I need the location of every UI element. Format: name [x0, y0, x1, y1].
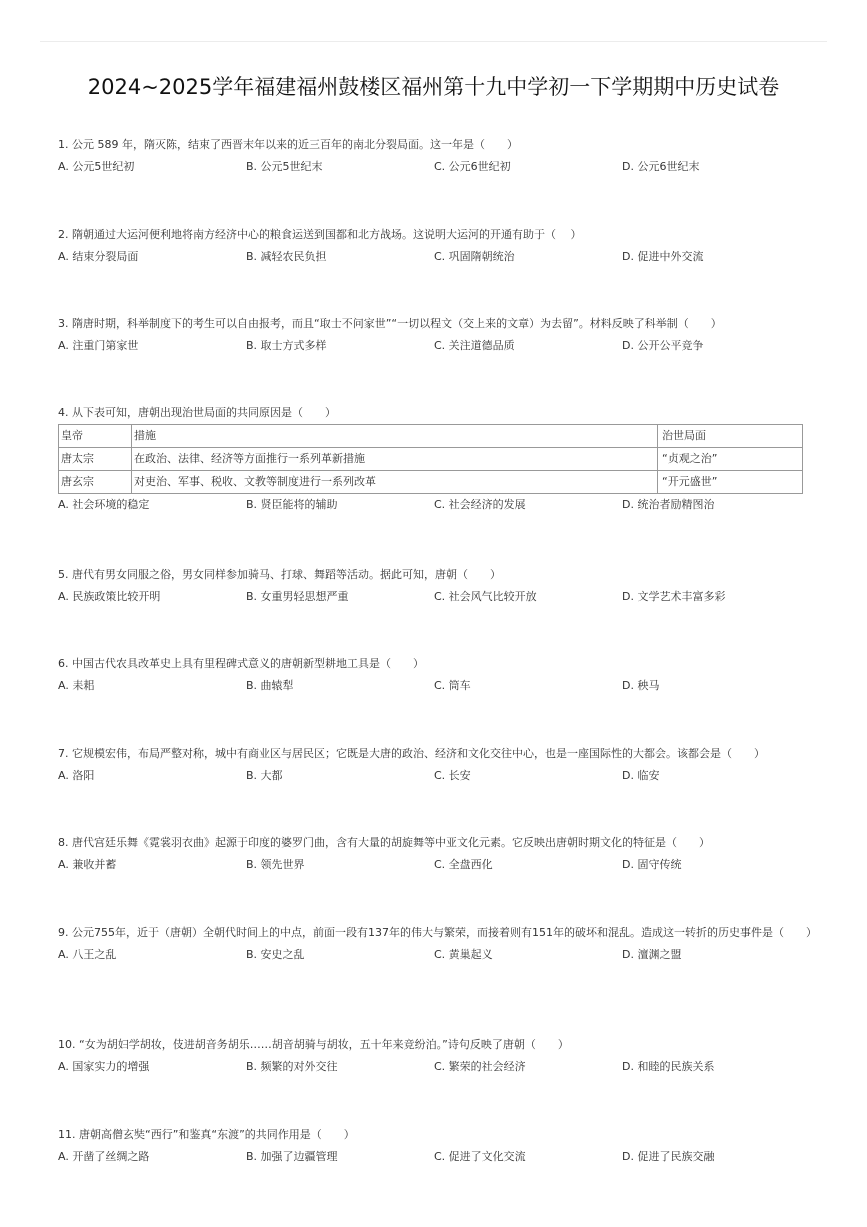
- option-d: D. 临安: [622, 769, 660, 782]
- table-cell: 唐玄宗: [59, 471, 132, 494]
- question-3: [58, 313, 818, 357]
- option-b: B. 减轻农民负担: [246, 250, 327, 263]
- option-a: A. 兼收并蓄: [58, 858, 117, 871]
- table-cell: “贞观之治”: [658, 448, 803, 471]
- question-1: [58, 134, 818, 178]
- option-a: A. 结束分裂局面: [58, 250, 139, 263]
- table-cell: “开元盛世”: [658, 471, 803, 494]
- option-c: C. 全盘西化: [434, 858, 493, 871]
- option-d: D. 促进了民族交融: [622, 1150, 715, 1163]
- option-d: D. 秧马: [622, 679, 660, 692]
- question-11: [58, 1124, 818, 1168]
- option-a: A. 国家实力的增强: [58, 1060, 150, 1073]
- option-b: B. 曲辕犁: [246, 679, 294, 692]
- table-cell: 在政治、法律、经济等方面推行一系列革新措施: [132, 448, 658, 471]
- option-d: D. 文学艺术丰富多彩: [622, 590, 726, 603]
- question-stem: 4. 从下表可知，唐朝出现治世局面的共同原因是（ ）: [58, 406, 336, 419]
- question-9: [58, 922, 818, 966]
- option-d: D. 澶渊之盟: [622, 948, 682, 961]
- question-8: [58, 832, 818, 876]
- exam-title: 2024~2025学年福建福州鼓楼区福州第十九中学初一下学期期中历史试卷: [87, 75, 780, 99]
- table-header-row: [59, 425, 803, 448]
- question-2: [58, 224, 818, 268]
- options-row: [58, 944, 818, 966]
- option-b: B. 频繁的对外交往: [246, 1060, 338, 1073]
- question-7: [58, 743, 818, 787]
- table-row: [59, 471, 803, 494]
- option-c: C. 黄巢起义: [434, 948, 493, 961]
- options-row: [58, 765, 818, 787]
- option-b: B. 加强了边疆管理: [246, 1150, 338, 1163]
- measures-table: [58, 424, 803, 494]
- option-a: A. 耒耜: [58, 679, 95, 692]
- question-stem: 6. 中国古代农具改革史上具有里程碑式意义的唐朝新型耕地工具是（ ）: [58, 657, 424, 670]
- table-row: [59, 448, 803, 471]
- option-c: C. 促进了文化交流: [434, 1150, 526, 1163]
- question-stem: 7. 它规模宏伟，布局严整对称，城中有商业区与居民区；它既是大唐的政治、经济和文化交往中心，也是一座国际性的大都会。该都会是（ ）: [58, 747, 765, 760]
- question-5: [58, 564, 818, 608]
- option-d: D. 促进中外交流: [622, 250, 704, 263]
- table-header-cell: 措施: [132, 425, 658, 448]
- option-b: B. 大都: [246, 769, 283, 782]
- option-c: C. 社会经济的发展: [434, 498, 526, 511]
- options-row: [58, 494, 818, 516]
- table-cell: 对吏治、军事、税收、文教等制度进行一系列改革: [132, 471, 658, 494]
- options-row: [58, 335, 818, 357]
- option-b: B. 公元5世纪末: [246, 160, 323, 173]
- options-row: [58, 1146, 818, 1168]
- option-a: A. 公元5世纪初: [58, 160, 135, 173]
- options-row: [58, 246, 818, 268]
- option-c: C. 公元6世纪初: [434, 160, 511, 173]
- option-b: B. 安史之乱: [246, 948, 305, 961]
- option-a: A. 民族政策比较开明: [58, 590, 161, 603]
- top-divider: [40, 41, 827, 42]
- option-d: D. 统治者励精图治: [622, 498, 715, 511]
- option-b: B. 领先世界: [246, 858, 305, 871]
- option-d: D. 公开公平竞争: [622, 339, 704, 352]
- option-b: B. 贤臣能将的辅助: [246, 498, 338, 511]
- option-c: C. 长安: [434, 769, 471, 782]
- options-row: [58, 1056, 818, 1078]
- question-stem: 5. 唐代有男女同服之俗，男女同样参加骑马、打球、舞蹈等活动。据此可知，唐朝（ ）: [58, 568, 501, 581]
- options-row: [58, 586, 818, 608]
- question-stem: 11. 唐朝高僧玄奘“西行”和鉴真“东渡”的共同作用是（ ）: [58, 1128, 355, 1141]
- option-d: D. 和睦的民族关系: [622, 1060, 715, 1073]
- table-cell: 唐太宗: [59, 448, 132, 471]
- option-d: D. 公元6世纪末: [622, 160, 700, 173]
- option-c: C. 关注道德品质: [434, 339, 515, 352]
- option-d: D. 固守传统: [622, 858, 682, 871]
- option-b: B. 取士方式多样: [246, 339, 327, 352]
- option-b: B. 女重男轻思想严重: [246, 590, 349, 603]
- question-4: [58, 402, 818, 516]
- question-stem: 3. 隋唐时期，科举制度下的考生可以自由报考，而且“取士不问家世”“一切以程文（交上来的文章）为去留”。材料反映了科举制（ ）: [58, 317, 722, 330]
- options-row: [58, 675, 818, 697]
- table-header-cell: 皇帝: [59, 425, 132, 448]
- options-row: [58, 854, 818, 876]
- question-6: [58, 653, 818, 697]
- options-row: [58, 156, 818, 178]
- option-c: C. 社会风气比较开放: [434, 590, 537, 603]
- option-a: A. 注重门第家世: [58, 339, 139, 352]
- question-10: [58, 1034, 818, 1078]
- question-stem: 1. 公元 589 年，隋灭陈，结束了西晋末年以来的近三百年的南北分裂局面。这一年是（ ）: [58, 138, 518, 151]
- question-stem: 2. 隋朝通过大运河便利地将南方经济中心的粮食运送到国都和北方战场。这说明大运河的开通有助于（ ）: [58, 228, 582, 241]
- option-c: C. 繁荣的社会经济: [434, 1060, 526, 1073]
- question-stem: 9. 公元755年，近于（唐朝）全朝代时间上的中点，前面一段有137年的伟大与繁荣，而接着则有151年的破坏和混乱。造成这一转折的历史事件是（ ）: [58, 926, 817, 939]
- question-stem: 10. “女为胡妇学胡妆，伎进胡音务胡乐……胡音胡骑与胡妆，五十年来竞纷泊。”诗句反映了唐朝（ ）: [58, 1038, 569, 1051]
- option-a: A. 社会环境的稳定: [58, 498, 150, 511]
- option-a: A. 洛阳: [58, 769, 95, 782]
- table-header-cell: 治世局面: [658, 425, 803, 448]
- option-a: A. 开凿了丝绸之路: [58, 1150, 150, 1163]
- option-c: C. 巩固隋朝统治: [434, 250, 515, 263]
- option-c: C. 筒车: [434, 679, 471, 692]
- question-stem: 8. 唐代宫廷乐舞《霓裳羽衣曲》起源于印度的婆罗门曲，含有大量的胡旋舞等中亚文化元素。它反映出唐朝时期文化的特征是（ ）: [58, 836, 710, 849]
- option-a: A. 八王之乱: [58, 948, 117, 961]
